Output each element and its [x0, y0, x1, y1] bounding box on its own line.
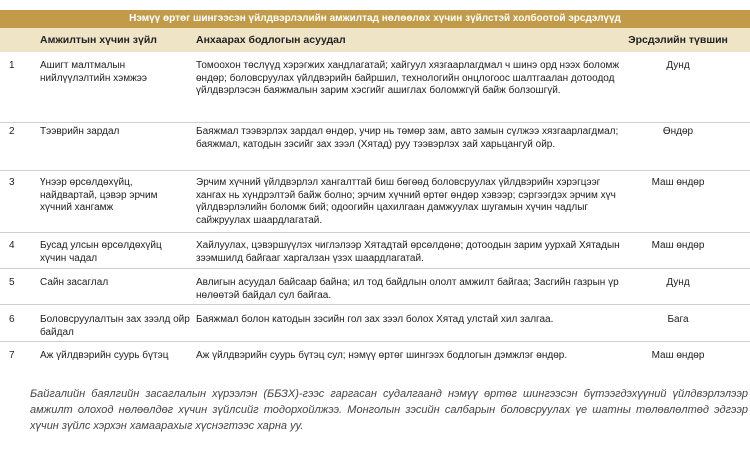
row-factor: Бусад улсын өрсөлдөхүйц хүчин чадал: [40, 240, 162, 264]
row-issue: Авлигын асуудал байсаар байна; ил тод байдлын ололт амжилт байгаа; Засгийн газрын үр нөлөөтэй байдал сул байгаа.: [196, 277, 619, 301]
table-row: [0, 240, 750, 269]
table-row: [0, 350, 750, 377]
row-risk-level: Маш өндөр: [651, 350, 705, 361]
row-factor: Сайн засаглал: [40, 277, 109, 288]
row-number: 4: [9, 240, 15, 251]
table-row: [0, 177, 750, 233]
row-issue: Томоохон төслүүд хэрэгжих хандлагатай; хайгуул хязгаарлагдмал ч шинэ орд нээх боломж өндөр; боловсруулах үйлдвэрийн байршил, технологийн онцлогоос шалтгаалан дотоодод үйлдвэрлэсэн баяжмалын зарим хэсгийг ашиглах боломжгүй байж болзошгүй.: [196, 60, 620, 96]
row-number: 7: [9, 350, 15, 361]
table-row: [0, 126, 750, 171]
row-risk-level: Дунд: [666, 277, 690, 288]
row-risk-level: Бага: [667, 314, 689, 325]
row-issue: Баяжмал тээвэрлэх зардал өндөр, учир нь төмөр зам, авто замын сүлжээ хязгаарлагдмал; баяжмал, катодын зэсийг зах зээл (Хятад) руу тээвэрлэх зай харьцангуй ойр.: [196, 126, 619, 150]
row-issue: Хайлуулах, цэвэршүүлэх чиглэлээр Хятадтай өрсөлдөнө; дотоодын зарим уурхай Хятадын зээмшилд байгааг харгалзан үзэх шаардлагатай.: [196, 240, 620, 264]
row-issue: Аж үйлдвэрийн суурь бүтэц сул; нэмүү өртөг шингээх бодлогын дэмжлэг өндөр.: [196, 350, 568, 361]
row-number: 2: [9, 126, 15, 137]
header-factor: Амжилтын хүчин зүйл: [40, 34, 157, 46]
row-factor: Тээврийн зардал: [40, 126, 120, 137]
row-factor: Боловсруулалтын зах зээлд ойр байдал: [40, 314, 190, 338]
row-risk-level: Маш өндөр: [651, 177, 705, 188]
row-issue: Эрчим хүчний үйлдвэрлэл хангалттай биш бөгөөд боловсруулах үйлдвэрийн хэрэгцээг хангах нь хүндрэлтэй байж болно; эрчим хүчний өртөг өндөр хэвээр; сэргээгдэх эрчим хүч үйлдвэрлэлийн боломж бий; одоогийн цахилгаан дамжуулах шугамын хүчин чадлыг сайжруулах шаардлагатай.: [196, 177, 616, 226]
table-row: [0, 277, 750, 305]
table-header-row: [0, 28, 750, 52]
table-row: [0, 314, 750, 342]
row-issue: Баяжмал болон катодын зэсийн гол зах зээл болох Хятад улстай хил залгаа.: [196, 314, 554, 325]
row-number: 5: [9, 277, 15, 288]
row-number: 3: [9, 177, 15, 188]
header-risk: Эрсдэлийн түвшин: [628, 34, 728, 46]
row-factor: Ашигт малтмалын нийлүүлэлтийн хэмжээ: [40, 60, 148, 84]
row-number: 1: [9, 60, 15, 71]
row-factor: Үнээр өрсөлдөхүйц, найдвартай, цэвэр эрчим хүчний хангамж: [40, 177, 158, 213]
row-risk-level: Маш өндөр: [651, 240, 705, 251]
figure-caption: Байгалийн баялгийн засаглалын хүрээлэн (ББЗХ)-гээс гаргасан судалгаанд нэмүү өртөг шингээсэн бүтээгдэхүүний үйлдвэрлэлээр амжилт олоход нөлөөлдөг хүчин зүйлсийг тодорхойлжээ. Монголын зэсийн салбарын боловсруулах үе шатны төлөвлөлтөд эдгээр хүчин зүйлс хэрхэн хамаарахыг хүснэгтээс харна уу.: [30, 388, 748, 432]
row-number: 6: [9, 314, 15, 325]
header-issue: Анхаарах бодлогын асуудал: [196, 34, 346, 46]
table-title: Нэмүү өртөг шингээсэн үйлдвэрлэлийн амжилтад нөлөөлөх хүчин зүйлстэй холбоотой эрсдэлүүд: [0, 10, 750, 28]
row-risk-level: Дунд: [666, 60, 690, 71]
table-row: [0, 60, 750, 123]
row-factor: Аж үйлдвэрийн суурь бүтэц: [40, 350, 169, 361]
row-risk-level: Өндөр: [662, 126, 694, 137]
